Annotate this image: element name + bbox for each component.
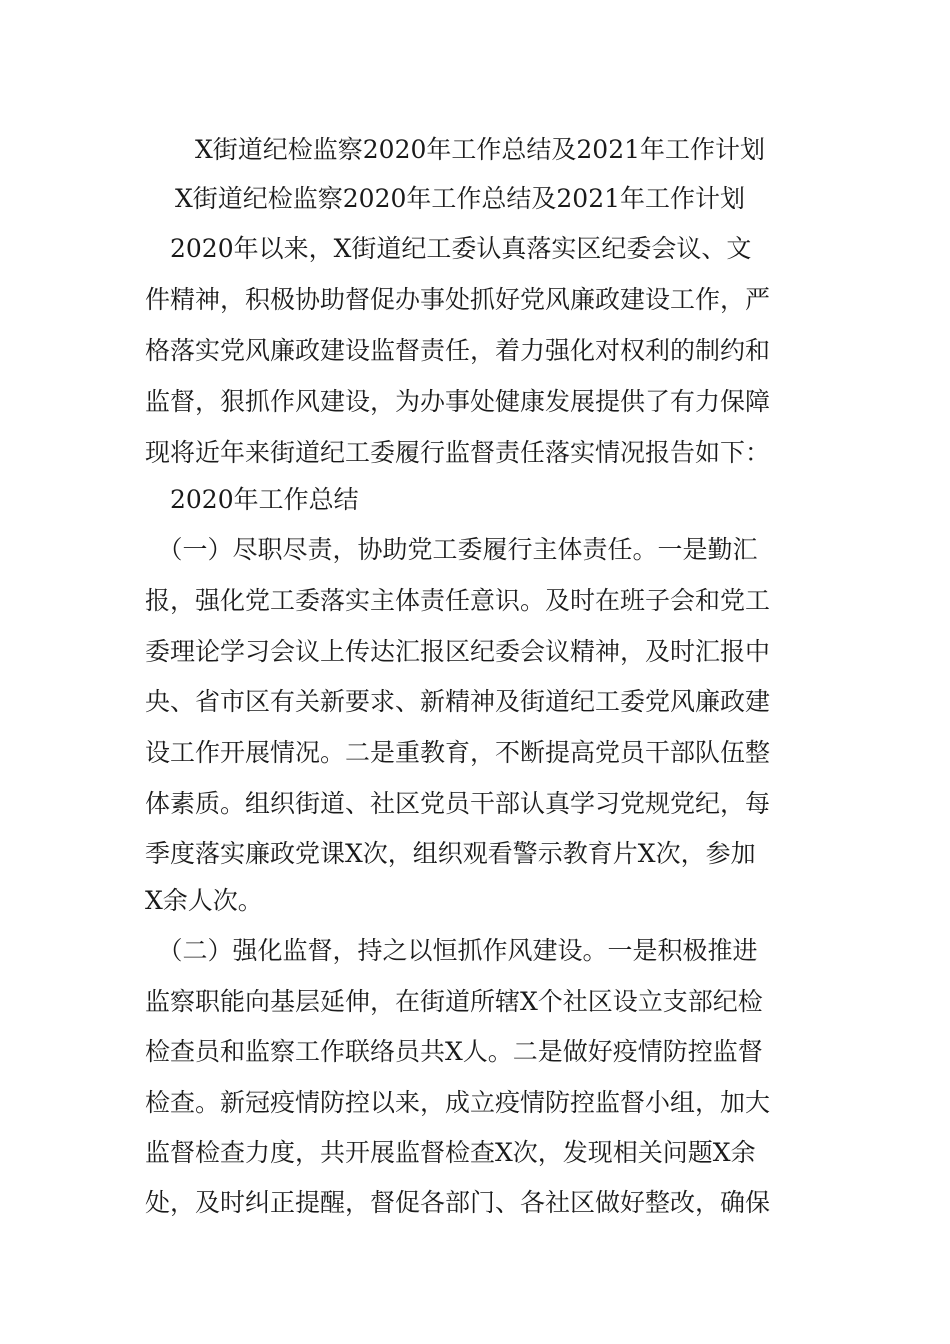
paragraph-line-18: 监督检查力度，共开展监督检查X次，发现相关问题X余	[145, 1138, 756, 1167]
paragraph-line-11: 体素质。组织街道、社区党员干部认真学习党规党纪，每	[145, 789, 771, 818]
section-heading: 2020年工作总结	[145, 485, 359, 514]
paragraph-line-6: （一）尽职尽责，协助党工委履行主体责任。一是勤汇	[145, 535, 758, 564]
paragraph-line-10: 设工作开展情况。二是重教育，不断提高党员干部队伍整	[145, 738, 771, 767]
paragraph-line-16: 检查员和监察工作联络员共X人。二是做好疫情防控监督	[145, 1037, 763, 1066]
document-subtitle: X街道纪检监察2020年工作总结及2021年工作计划	[174, 184, 746, 213]
paragraph-line-4: 监督，狠抓作风建设，为办事处健康发展提供了有力保障	[145, 387, 771, 416]
paragraph-line-5: 现将近年来街道纪工委履行监督责任落实情况报告如下：	[145, 438, 771, 467]
paragraph-line-1: 2020年以来，X街道纪工委认真落实区纪委会议、文	[145, 234, 752, 263]
paragraph-line-7: 报，强化党工委落实主体责任意识。及时在班子会和党工	[145, 586, 771, 615]
paragraph-line-17: 检查。新冠疫情防控以来，成立疫情防控监督小组，加大	[145, 1088, 771, 1117]
paragraph-line-19: 处，及时纠正提醒，督促各部门、各社区做好整改，确保	[145, 1188, 771, 1217]
paragraph-line-12: 季度落实廉政党课X次，组织观看警示教育片X次，参加	[145, 839, 756, 868]
paragraph-line-9: 央、省市区有关新要求、新精神及街道纪工委党风廉政建	[145, 687, 771, 716]
paragraph-line-2: 件精神，积极协助督促办事处抓好党风廉政建设工作，严	[145, 285, 771, 314]
paragraph-line-13: X余人次。	[145, 886, 263, 915]
paragraph-line-14: （二）强化监督，持之以恒抓作风建设。一是积极推进	[145, 936, 758, 965]
paragraph-line-15: 监察职能向基层延伸，在街道所辖X个社区设立支部纪检	[145, 987, 763, 1016]
paragraph-line-8: 委理论学习会议上传达汇报区纪委会议精神，及时汇报中	[145, 637, 771, 666]
paragraph-line-3: 格落实党风廉政建设监督责任，着力强化对权利的制约和	[145, 336, 771, 365]
document-title: X街道纪检监察2020年工作总结及2021年工作计划	[194, 135, 766, 164]
